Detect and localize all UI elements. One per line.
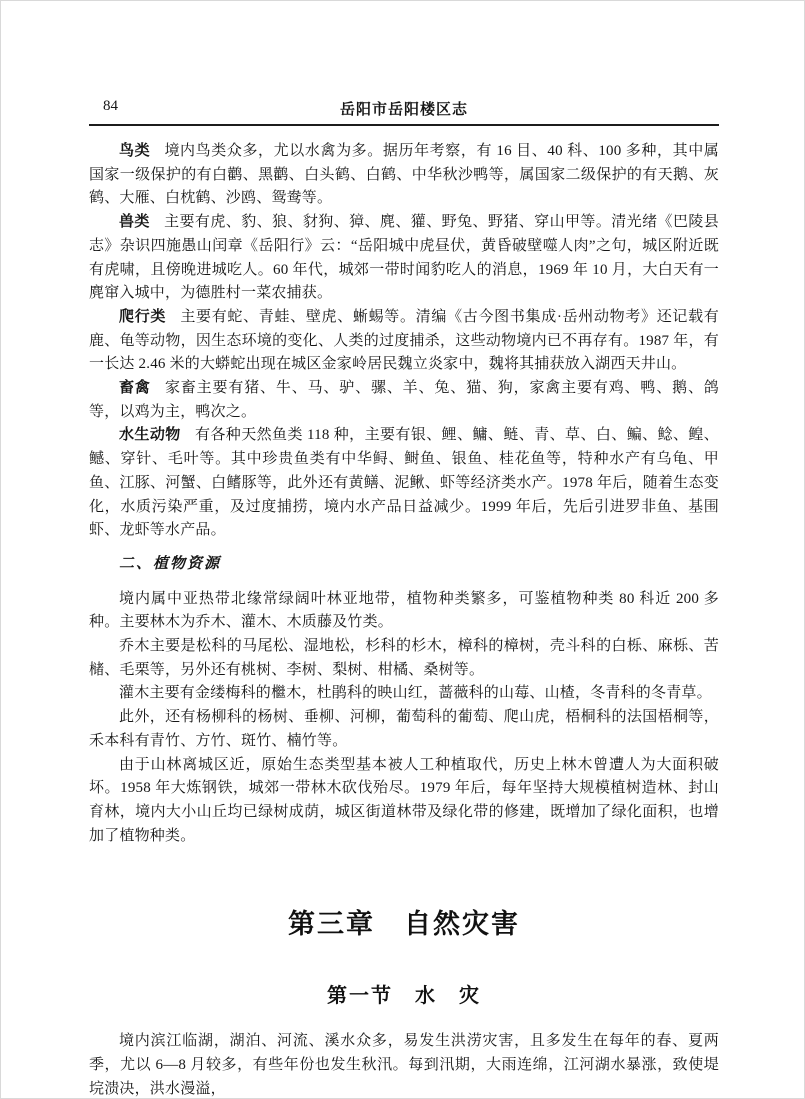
paragraph-shrubs: 灌木主要有金缕梅科的檵木，杜鹃科的映山红，蔷薇科的山莓、山楂，冬青科的冬青草。 xyxy=(119,685,712,702)
paragraph-reptiles xyxy=(89,306,719,377)
running-head-title: 岳阳市岳阳楼区志 xyxy=(339,101,468,118)
paragraph-forestry-history: 由于山林离城区近，原始生态类型基本被人工种植取代，历史上林木曾遭人为大面积破坏。1958 年大炼钢铁，城郊一带林木砍伐殆尽。1979 年后，每年坚持大规模植树造林、封山育林，境内大小山丘均已绿树成荫，城区街道林带及绿化带的修建，既增加了绿化面积，也增加了植物种类。 xyxy=(89,756,719,844)
page-number: 84 xyxy=(103,98,118,114)
paragraph-label-aquatic: 水生动物 xyxy=(119,427,181,444)
page-body xyxy=(89,140,719,1099)
paragraph-livestock xyxy=(89,377,719,424)
paragraph-trees: 乔木主要是松科的马尾松、湿地松，杉科的杉木，樟科的樟树，壳斗科的白栎、麻栎、苦槠、毛栗等，另外还有桃树、李树、梨树、柑橘、桑树等。 xyxy=(89,638,719,678)
paragraph-label-livestock: 畜禽 xyxy=(119,380,151,397)
paragraph-aquatic xyxy=(89,424,719,543)
paragraph-label-beasts: 兽类 xyxy=(119,214,150,231)
paragraph-other-plants: 此外，还有杨柳科的杨树、垂柳、河柳，葡萄科的葡萄、爬山虎，梧桐科的法国梧桐等，禾本科有青竹、方竹、斑竹、楠竹等。 xyxy=(89,709,719,749)
paragraph-plants-overview: 境内属中亚热带北缘常绿阔叶林亚地带，植物种类繁多，可鉴植物种类 80 科近 200 多种。主要林木为乔木、灌木、木质藤及竹类。 xyxy=(89,590,719,631)
paragraph-text-aquatic: 有各种天然鱼类 118 种，主要有银、鲤、鳙、鲢、青、草、白、鳊、鲶、鳇、鳡、穿针、毛叶等。其中珍贵鱼类有中华鲟、鲥鱼、银鱼、桂花鱼等，特种水产有乌龟、甲鱼、江豚、河蟹、白鳍豚等，此外还有黄鳝、泥鳅、虾等经济类水产。1978 年后，随着生态变化，水质污染严重，及过度捕捞，境内水产品日益减少。1999 年后，先后引进罗非鱼、基围虾、龙虾等水产品。 xyxy=(89,427,719,539)
paragraph-text-birds: 境内鸟类众多，尤以水禽为多。据历年考察，有 16 目、40 科、100 多种，其中属国家一级保护的有白鹳、黑鹳、白头鹤、白鹤、中华秋沙鸭等，属国家二级保护的有天鹅、灰鹤、大雁、白枕鹤、沙鸥、鸳鸯等。 xyxy=(89,143,719,207)
paragraph-label-reptiles: 爬行类 xyxy=(119,308,167,325)
plant-section-heading: 二、植物资源 xyxy=(119,555,222,572)
paragraph-beasts xyxy=(89,211,719,306)
paragraph-text-reptiles: 主要有蛇、青蛙、壁虎、蜥蜴等。清编《古今图书集成·岳州动物考》还记载有鹿、龟等动物，因生态环境的变化、人类的过度捕杀，这些动物境内已不再存有。1987 年，有一长达 2.46 米的大蟒蛇出现在城区金家岭居民魏立炎家中，魏将其捕获放入湖西天井山。 xyxy=(89,308,719,373)
paragraph-text-beasts: 主要有虎、豹、狼、豺狗、獐、麂、獾、野兔、野猪、穿山甲等。清光绪《巴陵县志》杂识四施愚山闰章《岳阳行》云：“岳阳城中虎昼伏，黄昏破壁噬人肉”之句，城区附近既有虎啸，且傍晚进城吃人。60 年代，城郊一带时闻豹吃人的消息，1969 年 10 月，大白天有一麂窜入城中，为德胜村一菜农捕获。 xyxy=(89,214,719,302)
paragraph-text-livestock: 家畜主要有猪、牛、马、驴、骡、羊、兔、猫、狗，家禽主要有鸡、鸭、鹅、鸽等，以鸡为主，鸭次之。 xyxy=(89,380,719,420)
running-header xyxy=(89,98,719,126)
chapter-title: 第三章 自然灾害 xyxy=(288,909,520,940)
paragraph-label-birds: 鸟类 xyxy=(119,143,151,159)
paragraph-birds xyxy=(89,140,719,211)
paragraph-floods: 境内滨江临湖，湖泊、河流、溪水众多，易发生洪涝灾害，且多发生在每年的春、夏两季，尤以 6—8 月较多，有些年份也发生秋汛。每到汛期，大雨连绵，江河湖水暴涨，致使堤垸溃决，洪水漫溢， xyxy=(89,1033,719,1097)
page-content xyxy=(89,98,719,1099)
section-title: 第一节 水 灾 xyxy=(327,985,481,1008)
